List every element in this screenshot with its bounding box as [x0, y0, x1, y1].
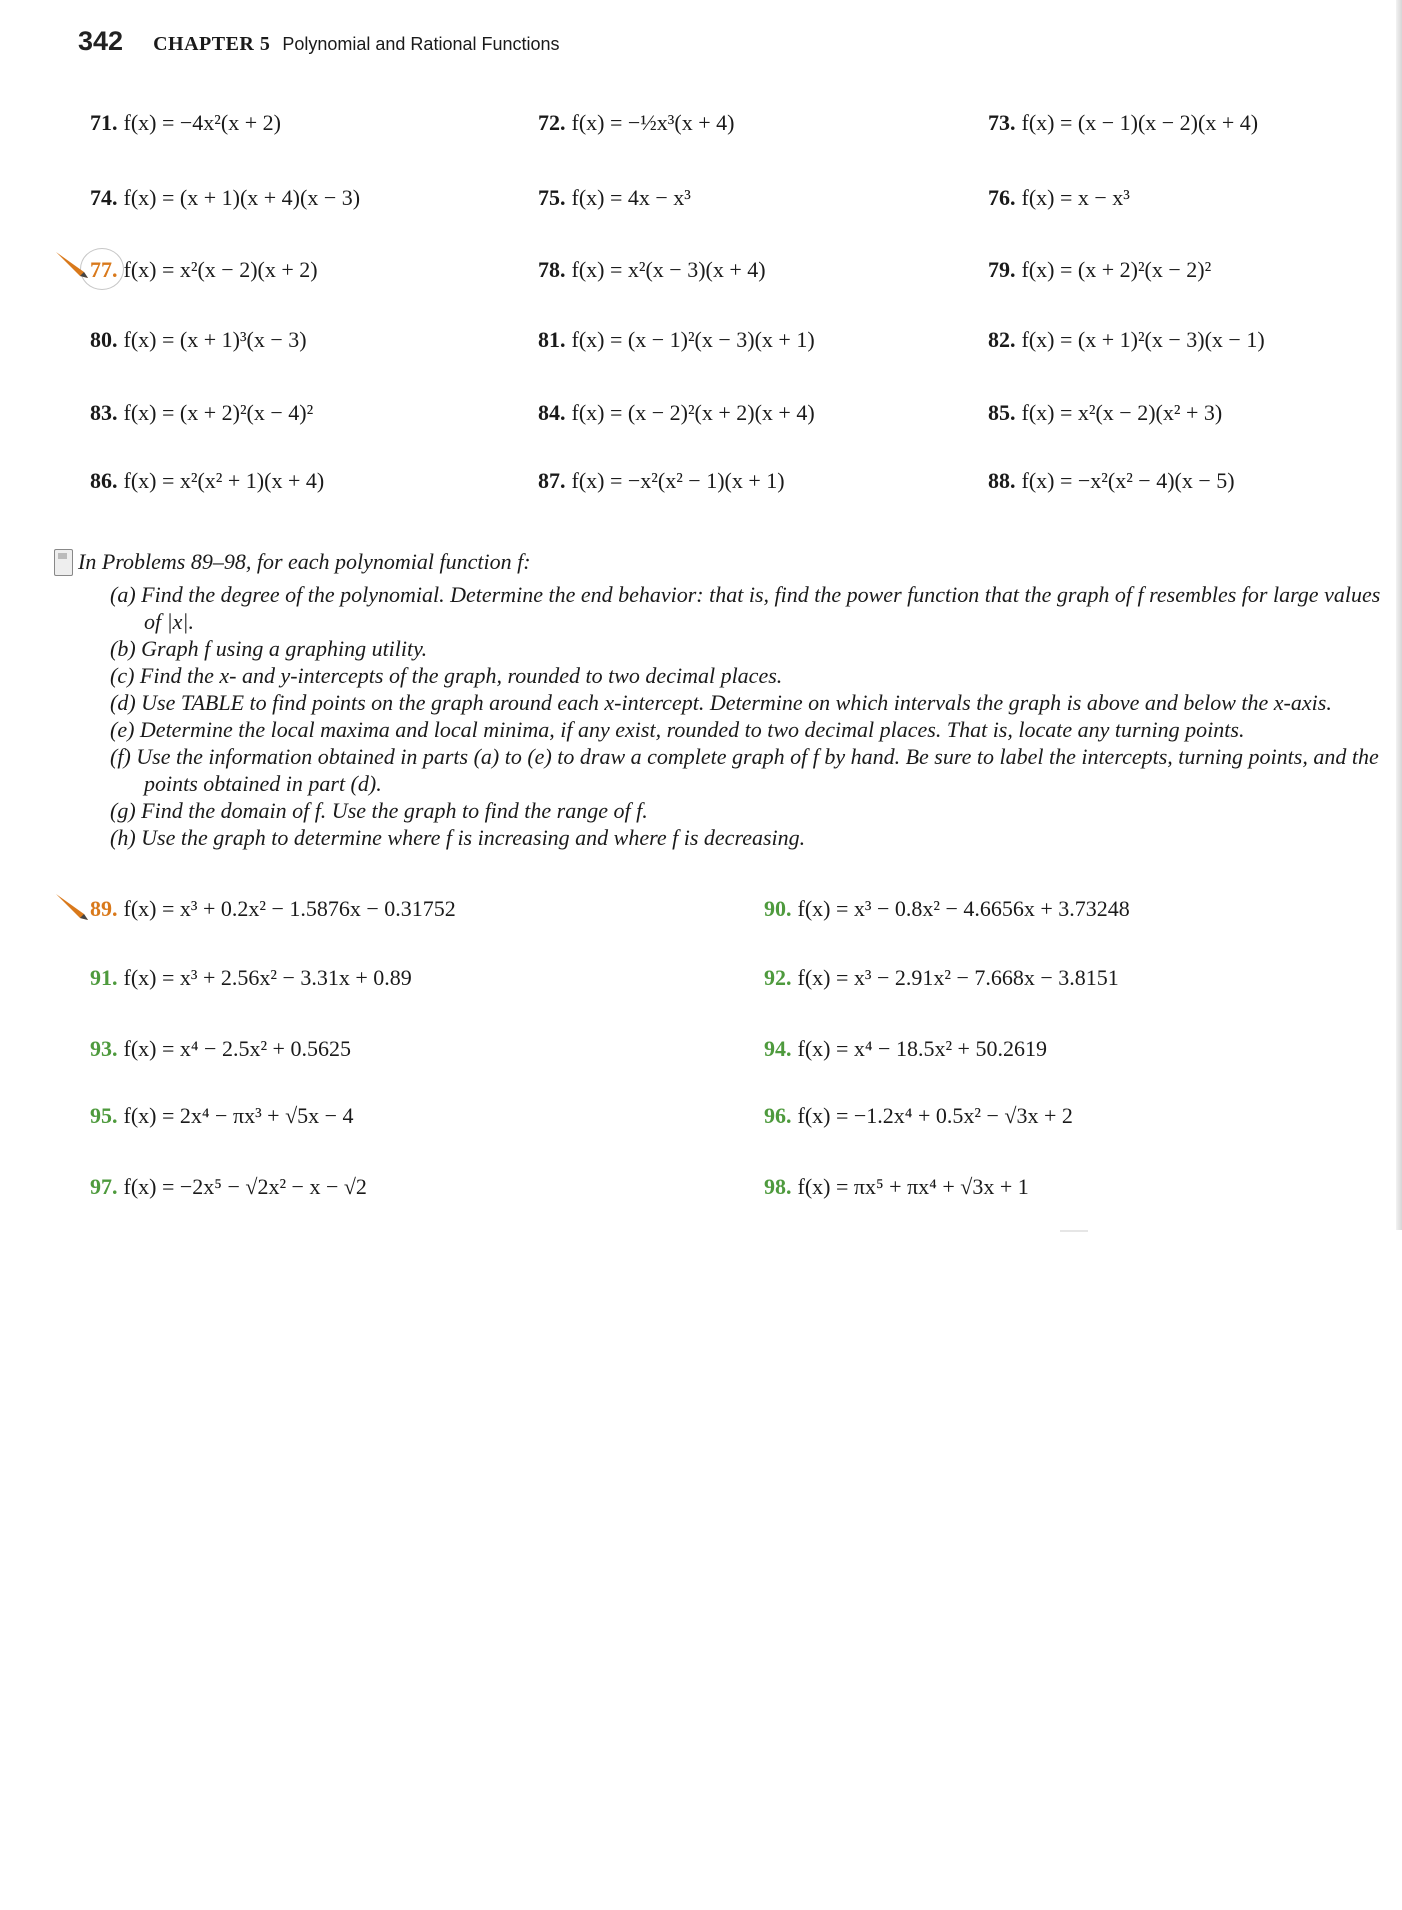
problem-number: 97.: [90, 1174, 118, 1199]
problem-expression: f(x) = −2x⁵ − √2x² − x − √2: [123, 1174, 367, 1199]
problem-expression: f(x) = x³ + 0.2x² − 1.5876x − 0.31752: [123, 896, 456, 921]
problem-76: [988, 184, 1130, 212]
problem-expression: f(x) = −4x²(x + 2): [123, 110, 281, 135]
problem-number: 80.: [90, 327, 118, 352]
instructions-lead: In Problems 89–98, for each polynomial function f:: [78, 549, 531, 574]
problem-90: [764, 895, 1130, 923]
problem-75: [538, 184, 691, 212]
problem-number: 82.: [988, 327, 1016, 352]
part-text: Use the graph to determine where f is increasing and where f is decreasing.: [141, 825, 806, 850]
problem-95: [90, 1102, 354, 1130]
problem-77: [90, 256, 318, 284]
problem-expression: f(x) = (x + 2)²(x − 4)²: [123, 400, 314, 425]
problem-80: [90, 326, 307, 354]
part-label: (d): [110, 690, 136, 715]
problem-number: 78.: [538, 257, 566, 282]
problem-number: 86.: [90, 468, 118, 493]
problem-expression: f(x) = −x²(x² − 4)(x − 5): [1021, 468, 1235, 493]
problem-83: [90, 399, 313, 427]
problem-number: 87.: [538, 468, 566, 493]
problem-91: [90, 964, 412, 992]
problem-number: 81.: [538, 327, 566, 352]
part-label: (e): [110, 717, 135, 742]
pencil-icon: [54, 250, 94, 280]
problem-expression: f(x) = 2x⁴ − πx³ + √5x − 4: [123, 1103, 354, 1128]
problem-89: [90, 895, 456, 923]
problem-78: [538, 256, 766, 284]
chapter-title: Polynomial and Rational Functions: [282, 34, 560, 54]
instruction-part-d: [78, 689, 1388, 716]
problem-expression: f(x) = (x − 1)(x − 2)(x + 4): [1021, 110, 1259, 135]
problem-expression: f(x) = (x − 1)²(x − 3)(x + 1): [571, 327, 815, 352]
part-label: (a): [110, 582, 136, 607]
problem-expression: f(x) = x⁴ − 2.5x² + 0.5625: [123, 1036, 351, 1061]
pencil-icon: [54, 892, 94, 922]
problem-73: [988, 109, 1258, 137]
problem-92: [764, 964, 1119, 992]
problem-number: 76.: [988, 185, 1016, 210]
problem-number: 93.: [90, 1036, 118, 1061]
problem-expression: f(x) = x²(x − 2)(x² + 3): [1021, 400, 1223, 425]
problem-71: [90, 109, 281, 137]
problem-number: 72.: [538, 110, 566, 135]
page-number: 342: [78, 26, 124, 56]
problem-expression: f(x) = (x + 1)²(x − 3)(x − 1): [1021, 327, 1265, 352]
problem-number: 75.: [538, 185, 566, 210]
problem-93: [90, 1035, 351, 1063]
problem-number: 84.: [538, 400, 566, 425]
problem-96: [764, 1102, 1073, 1130]
problem-number: 88.: [988, 468, 1016, 493]
problem-number: 94.: [764, 1036, 792, 1061]
problem-85: [988, 399, 1222, 427]
problem-expression: f(x) = x²(x² + 1)(x + 4): [123, 468, 325, 493]
problem-number: 77.: [90, 257, 118, 282]
part-label: (b): [110, 636, 136, 661]
instruction-part-a: [78, 581, 1388, 635]
page-smudge: [1060, 1230, 1088, 1232]
problem-number: 83.: [90, 400, 118, 425]
problem-97: [90, 1173, 367, 1201]
chapter-label: CHAPTER 5: [153, 33, 271, 55]
problem-72: [538, 109, 734, 137]
problem-expression: f(x) = −½x³(x + 4): [571, 110, 735, 135]
problem-expression: f(x) = 4x − x³: [571, 185, 691, 210]
problem-expression: f(x) = (x + 1)(x + 4)(x − 3): [123, 185, 361, 210]
problem-expression: f(x) = πx⁵ + πx⁴ + √3x + 1: [797, 1174, 1029, 1199]
part-label: (f): [110, 744, 131, 769]
problem-expression: f(x) = (x − 2)²(x + 2)(x + 4): [571, 400, 815, 425]
page-header: [78, 26, 560, 66]
problem-number: 96.: [764, 1103, 792, 1128]
problem-number: 74.: [90, 185, 118, 210]
part-label: (h): [110, 825, 136, 850]
problem-87: [538, 467, 785, 495]
problem-expression: f(x) = (x + 1)³(x − 3): [123, 327, 307, 352]
problem-88: [988, 467, 1235, 495]
problem-98: [764, 1173, 1029, 1201]
instruction-part-h: [78, 824, 1388, 851]
problem-number: 98.: [764, 1174, 792, 1199]
part-text: Determine the local maxima and local minima, if any exist, rounded to two decimal places. That is, locate any turning points.: [139, 717, 1245, 742]
problem-expression: f(x) = x³ − 2.91x² − 7.668x − 3.8151: [797, 965, 1119, 990]
part-text: Use the information obtained in parts (a) to (e) to draw a complete graph of f by hand. Be sure to label the intercepts, turning points, and the points obtained in part (d).: [136, 744, 1379, 796]
part-label: (g): [110, 798, 136, 823]
instruction-part-f: [78, 743, 1388, 797]
part-text: Find the domain of f. Use the graph to find the range of f.: [141, 798, 648, 823]
problem-number: 95.: [90, 1103, 118, 1128]
part-text: Find the degree of the polynomial. Determine the end behavior: that is, find the power function that the graph of f resembles for large values of |x|.: [141, 582, 1381, 634]
problem-84: [538, 399, 815, 427]
problem-expression: f(x) = x − x³: [1021, 185, 1130, 210]
problem-number: 73.: [988, 110, 1016, 135]
problem-number: 91.: [90, 965, 118, 990]
problem-expression: f(x) = −1.2x⁴ + 0.5x² − √3x + 2: [797, 1103, 1073, 1128]
problem-number: 85.: [988, 400, 1016, 425]
problem-expression: f(x) = (x + 2)²(x − 2)²: [1021, 257, 1212, 282]
problem-number: 71.: [90, 110, 118, 135]
problem-number: 90.: [764, 896, 792, 921]
instruction-part-b: [78, 635, 1388, 662]
problem-number: 79.: [988, 257, 1016, 282]
problem-expression: f(x) = x³ + 2.56x² − 3.31x + 0.89: [123, 965, 412, 990]
problem-expression: f(x) = x²(x − 3)(x + 4): [571, 257, 766, 282]
problem-81: [538, 326, 815, 354]
part-text: Graph f using a graphing utility.: [141, 636, 428, 661]
problem-expression: f(x) = −x²(x² − 1)(x + 1): [571, 468, 785, 493]
instructions-block: [78, 548, 1388, 851]
problem-number: 89.: [90, 896, 118, 921]
part-label: (c): [110, 663, 135, 688]
instruction-part-g: [78, 797, 1388, 824]
problem-86: [90, 467, 324, 495]
problem-expression: f(x) = x⁴ − 18.5x² + 50.2619: [797, 1036, 1047, 1061]
problem-82: [988, 326, 1265, 354]
instruction-part-e: [78, 716, 1388, 743]
problem-expression: f(x) = x³ − 0.8x² − 4.6656x + 3.73248: [797, 896, 1130, 921]
part-text: Use TABLE to find points on the graph around each x-intercept. Determine on which intervals the graph is above and below the x-axis.: [141, 690, 1332, 715]
instruction-part-c: [78, 662, 1388, 689]
calculator-icon: [54, 549, 73, 576]
problem-74: [90, 184, 360, 212]
page-edge-shadow: [1396, 0, 1402, 1230]
problem-number: 92.: [764, 965, 792, 990]
problem-94: [764, 1035, 1047, 1063]
problem-expression: f(x) = x²(x − 2)(x + 2): [123, 257, 318, 282]
problem-79: [988, 256, 1211, 284]
part-text: Find the x- and y-intercepts of the graph, rounded to two decimal places.: [139, 663, 783, 688]
